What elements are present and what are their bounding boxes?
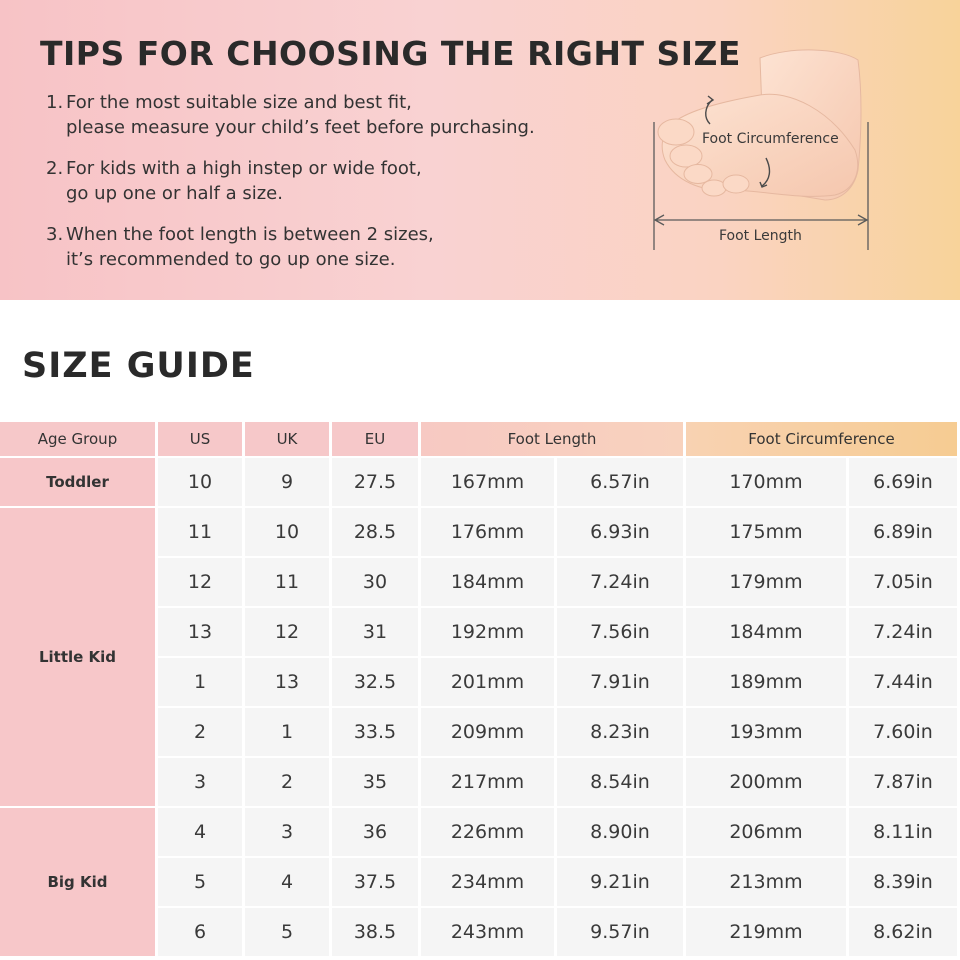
cell-circumference-in: 7.05in bbox=[849, 558, 957, 606]
cell-length-in: 8.54in bbox=[557, 758, 683, 806]
cell-us: 6 bbox=[158, 908, 242, 956]
tip-number: 1. bbox=[46, 92, 64, 113]
cell-circumference-in: 7.44in bbox=[849, 658, 957, 706]
cell-circumference-mm: 206mm bbox=[686, 808, 846, 856]
cell-circumference-mm: 184mm bbox=[686, 608, 846, 656]
cell-length-in: 6.57in bbox=[557, 458, 683, 506]
cell-circumference-in: 7.24in bbox=[849, 608, 957, 656]
tip-item bbox=[46, 156, 606, 206]
cell-circumference-in: 7.60in bbox=[849, 708, 957, 756]
cell-uk: 1 bbox=[245, 708, 329, 756]
cell-eu: 38.5 bbox=[332, 908, 418, 956]
tip-line: it’s recommended to go up one size. bbox=[66, 249, 396, 270]
tip-item bbox=[46, 90, 606, 140]
cell-length-mm: 176mm bbox=[421, 508, 554, 556]
table-row bbox=[0, 808, 957, 856]
cell-uk: 12 bbox=[245, 608, 329, 656]
cell-circumference-mm: 189mm bbox=[686, 658, 846, 706]
size-table bbox=[0, 420, 960, 958]
cell-length-mm: 209mm bbox=[421, 708, 554, 756]
cell-circumference-in: 6.69in bbox=[849, 458, 957, 506]
tip-item bbox=[46, 222, 606, 272]
cell-us: 13 bbox=[158, 608, 242, 656]
cell-eu: 33.5 bbox=[332, 708, 418, 756]
cell-circumference-in: 8.39in bbox=[849, 858, 957, 906]
cell-circumference-mm: 175mm bbox=[686, 508, 846, 556]
cell-length-mm: 234mm bbox=[421, 858, 554, 906]
header-us: US bbox=[158, 422, 242, 456]
cell-circumference-in: 8.62in bbox=[849, 908, 957, 956]
cell-length-in: 8.23in bbox=[557, 708, 683, 756]
group-big-kid: Big Kid bbox=[0, 808, 155, 956]
cell-uk: 10 bbox=[245, 508, 329, 556]
foot-measurement-figure bbox=[640, 40, 880, 255]
cell-uk: 4 bbox=[245, 858, 329, 906]
cell-circumference-mm: 219mm bbox=[686, 908, 846, 956]
cell-length-in: 7.56in bbox=[557, 608, 683, 656]
cell-circumference-mm: 170mm bbox=[686, 458, 846, 506]
cell-eu: 28.5 bbox=[332, 508, 418, 556]
cell-length-mm: 243mm bbox=[421, 908, 554, 956]
cell-us: 12 bbox=[158, 558, 242, 606]
table-header-row bbox=[0, 422, 957, 456]
cell-length-in: 7.91in bbox=[557, 658, 683, 706]
tip-line: For the most suitable size and best fit, bbox=[66, 92, 412, 113]
cell-uk: 9 bbox=[245, 458, 329, 506]
tip-number: 3. bbox=[46, 224, 64, 245]
cell-circumference-in: 7.87in bbox=[849, 758, 957, 806]
cell-us: 1 bbox=[158, 658, 242, 706]
cell-eu: 35 bbox=[332, 758, 418, 806]
cell-uk: 11 bbox=[245, 558, 329, 606]
table-row bbox=[0, 458, 957, 506]
header-age-group: Age Group bbox=[0, 422, 155, 456]
cell-us: 11 bbox=[158, 508, 242, 556]
header-uk: UK bbox=[245, 422, 329, 456]
cell-length-in: 8.90in bbox=[557, 808, 683, 856]
cell-circumference-mm: 200mm bbox=[686, 758, 846, 806]
cell-us: 10 bbox=[158, 458, 242, 506]
cell-eu: 27.5 bbox=[332, 458, 418, 506]
tip-line: go up one or half a size. bbox=[66, 183, 283, 204]
cell-circumference-mm: 193mm bbox=[686, 708, 846, 756]
cell-length-in: 9.57in bbox=[557, 908, 683, 956]
group-little-kid: Little Kid bbox=[0, 508, 155, 806]
tips-title: TIPS FOR CHOOSING THE RIGHT SIZE bbox=[40, 34, 741, 73]
cell-length-mm: 226mm bbox=[421, 808, 554, 856]
cell-eu: 32.5 bbox=[332, 658, 418, 706]
tip-line: please measure your child’s feet before purchasing. bbox=[66, 117, 535, 138]
tip-line: When the foot length is between 2 sizes, bbox=[66, 224, 434, 245]
cell-uk: 2 bbox=[245, 758, 329, 806]
header-eu: EU bbox=[332, 422, 418, 456]
cell-length-in: 7.24in bbox=[557, 558, 683, 606]
foot-circumference-label: Foot Circumference bbox=[702, 131, 839, 147]
cell-length-mm: 217mm bbox=[421, 758, 554, 806]
cell-uk: 3 bbox=[245, 808, 329, 856]
cell-eu: 37.5 bbox=[332, 858, 418, 906]
table-row bbox=[0, 508, 957, 556]
cell-eu: 36 bbox=[332, 808, 418, 856]
header-foot-circumference: Foot Circumference bbox=[686, 422, 957, 456]
cell-eu: 31 bbox=[332, 608, 418, 656]
cell-uk: 5 bbox=[245, 908, 329, 956]
cell-length-mm: 201mm bbox=[421, 658, 554, 706]
cell-us: 4 bbox=[158, 808, 242, 856]
cell-us: 2 bbox=[158, 708, 242, 756]
cell-us: 3 bbox=[158, 758, 242, 806]
cell-circumference-in: 6.89in bbox=[849, 508, 957, 556]
cell-circumference-mm: 213mm bbox=[686, 858, 846, 906]
cell-length-in: 6.93in bbox=[557, 508, 683, 556]
cell-length-mm: 192mm bbox=[421, 608, 554, 656]
cell-uk: 13 bbox=[245, 658, 329, 706]
foot-length-label: Foot Length bbox=[719, 228, 802, 244]
tips-banner bbox=[0, 0, 960, 300]
group-toddler: Toddler bbox=[0, 458, 155, 506]
cell-us: 5 bbox=[158, 858, 242, 906]
cell-length-in: 9.21in bbox=[557, 858, 683, 906]
foot-illustration bbox=[640, 40, 880, 255]
cell-eu: 30 bbox=[332, 558, 418, 606]
header-foot-length: Foot Length bbox=[421, 422, 683, 456]
tip-line: For kids with a high instep or wide foot, bbox=[66, 158, 422, 179]
cell-length-mm: 184mm bbox=[421, 558, 554, 606]
cell-circumference-mm: 179mm bbox=[686, 558, 846, 606]
cell-length-mm: 167mm bbox=[421, 458, 554, 506]
size-guide-title: SIZE GUIDE bbox=[22, 346, 255, 386]
cell-circumference-in: 8.11in bbox=[849, 808, 957, 856]
tip-number: 2. bbox=[46, 158, 64, 179]
tips-list bbox=[46, 90, 606, 288]
